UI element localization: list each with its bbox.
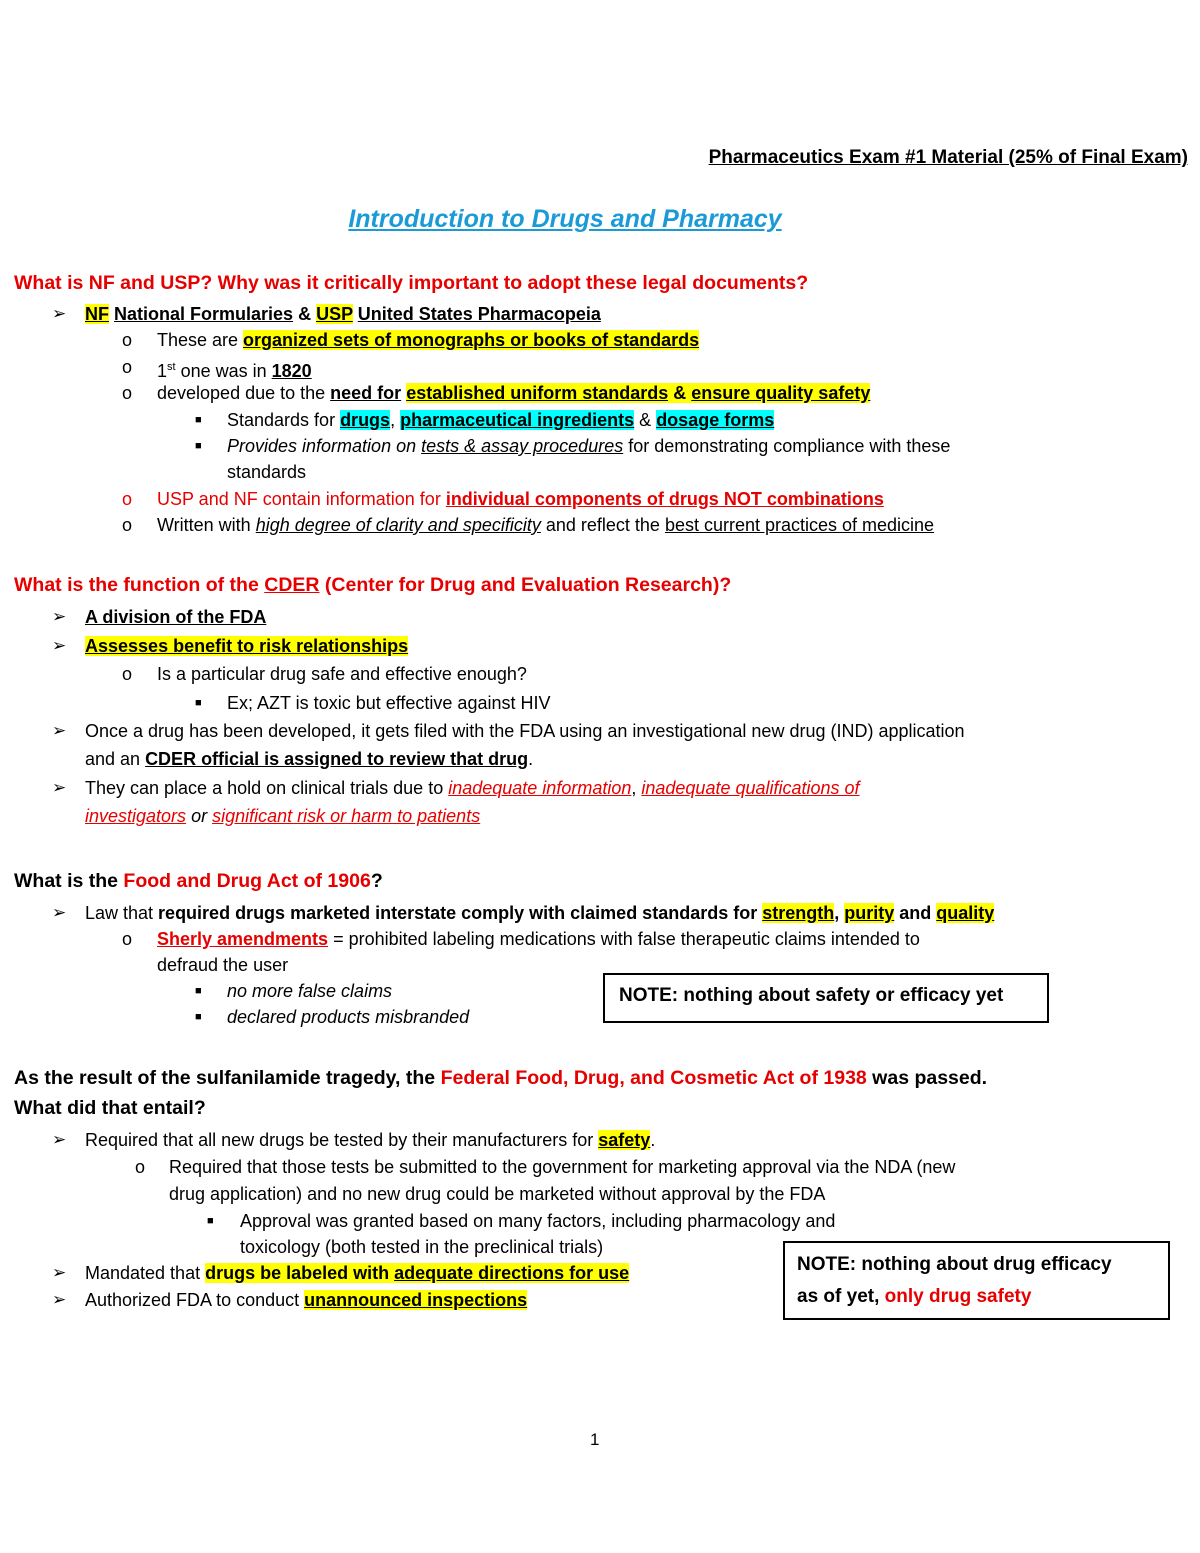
circle-bullet-icon: o xyxy=(122,357,133,377)
square-bullet-icon: ■ xyxy=(195,1011,202,1023)
s3-line-3: no more false claims xyxy=(227,981,393,1001)
circle-bullet-icon: o xyxy=(122,515,133,535)
s1-line-4: developed due to the need for established uniform standards & ensure quality safety xyxy=(157,383,871,403)
main-title: Introduction to Drugs and Pharmacy xyxy=(348,205,782,233)
arrow-bullet-icon: ➢ xyxy=(52,1263,67,1282)
arrow-bullet-icon: ➢ xyxy=(52,607,67,626)
note-box-safety-efficacy: NOTE: nothing about safety or efficacy yet xyxy=(603,973,1049,1023)
square-bullet-icon: ■ xyxy=(195,697,202,709)
s2-line-6: They can place a hold on clinical trials due to inadequate information, inadequate qualifications of xyxy=(85,778,860,798)
note-box-drug-safety: NOTE: nothing about drug efficacy as of yet, only drug safety xyxy=(783,1241,1170,1320)
section-4-question: As the result of the sulfanilamide tragedy, the Federal Food, Drug, and Cosmetic Act of 1938 was passed. xyxy=(14,1067,988,1089)
header-title: Pharmaceutics Exam #1 Material (25% of Final Exam) xyxy=(708,147,1188,168)
s2-line-6b: investigators or significant risk or harm to patients xyxy=(85,806,481,826)
s2-line-4: Ex; AZT is toxic but effective against HIV xyxy=(227,693,551,713)
s4-line-2: Required that those tests be submitted to the government for marketing approval via the NDA (new xyxy=(169,1157,956,1177)
s1-line-3: 1st one was in 1820 xyxy=(157,361,312,381)
s3-line-2b: defraud the user xyxy=(157,955,289,975)
arrow-bullet-icon: ➢ xyxy=(52,1130,67,1149)
square-bullet-icon: ■ xyxy=(195,414,202,426)
s2-line-2: Assesses benefit to risk relationships xyxy=(85,636,409,656)
s1-line-6b: standards xyxy=(227,462,307,482)
s4-line-3b: toxicology (both tested in the preclinical trials) xyxy=(240,1237,604,1257)
arrow-bullet-icon: ➢ xyxy=(52,304,67,323)
s2-line-1: A division of the FDA xyxy=(85,607,267,627)
section-4-question-2: What did that entail? xyxy=(14,1097,206,1119)
s1-line-6: Provides information on tests & assay procedures for demonstrating compliance with these xyxy=(227,436,951,456)
arrow-bullet-icon: ➢ xyxy=(52,903,67,922)
circle-bullet-icon: o xyxy=(122,489,133,509)
circle-bullet-icon: o xyxy=(122,383,133,403)
s1-line-7: USP and NF contain information for individual components of drugs NOT combinations xyxy=(157,489,884,509)
s2-line-5: Once a drug has been developed, it gets filed with the FDA using an investigational new drug (IND) application xyxy=(85,721,965,741)
s4-line-5: Authorized FDA to conduct unannounced inspections xyxy=(85,1290,528,1310)
section-2-question: What is the function of the CDER (Center for Drug and Evaluation Research)? xyxy=(14,574,732,596)
section-3-question: What is the Food and Drug Act of 1906? xyxy=(14,870,383,892)
circle-bullet-icon: o xyxy=(122,330,133,350)
page-number: 1 xyxy=(590,1430,600,1449)
s4-line-2b: drug application) and no new drug could be marketed without approval by the FDA xyxy=(169,1184,826,1204)
arrow-bullet-icon: ➢ xyxy=(52,721,67,740)
s1-line-2: These are organized sets of monographs or books of standards xyxy=(157,330,700,350)
s4-line-4: Mandated that drugs be labeled with adequate directions for use xyxy=(85,1263,630,1283)
square-bullet-icon: ■ xyxy=(207,1215,214,1227)
s2-line-5b: and an CDER official is assigned to review that drug. xyxy=(85,749,534,769)
s3-line-1: Law that required drugs marketed interstate comply with claimed standards for strength, purity and quality xyxy=(85,903,995,923)
circle-bullet-icon: o xyxy=(122,664,133,684)
arrow-bullet-icon: ➢ xyxy=(52,778,67,797)
circle-bullet-icon: o xyxy=(135,1157,146,1177)
s2-line-3: Is a particular drug safe and effective enough? xyxy=(157,664,527,684)
s1-line-5: Standards for drugs, pharmaceutical ingredients & dosage forms xyxy=(227,410,775,430)
s1-line-1: NF National Formularies & USP United States Pharmacopeia xyxy=(85,304,601,324)
s4-line-3: Approval was granted based on many factors, including pharmacology and xyxy=(240,1211,836,1231)
s4-line-1: Required that all new drugs be tested by their manufacturers for safety. xyxy=(85,1130,656,1150)
s3-line-4: declared products misbranded xyxy=(227,1007,470,1027)
arrow-bullet-icon: ➢ xyxy=(52,636,67,655)
s1-line-8: Written with high degree of clarity and specificity and reflect the best current practices of medicine xyxy=(157,515,935,535)
arrow-bullet-icon: ➢ xyxy=(52,1290,67,1309)
section-1-question: What is NF and USP? Why was it critically important to adopt these legal documents? xyxy=(14,272,809,294)
square-bullet-icon: ■ xyxy=(195,440,202,452)
circle-bullet-icon: o xyxy=(122,929,133,949)
s3-line-2: Sherly amendments = prohibited labeling medications with false therapeutic claims intended to xyxy=(157,929,920,949)
square-bullet-icon: ■ xyxy=(195,985,202,997)
